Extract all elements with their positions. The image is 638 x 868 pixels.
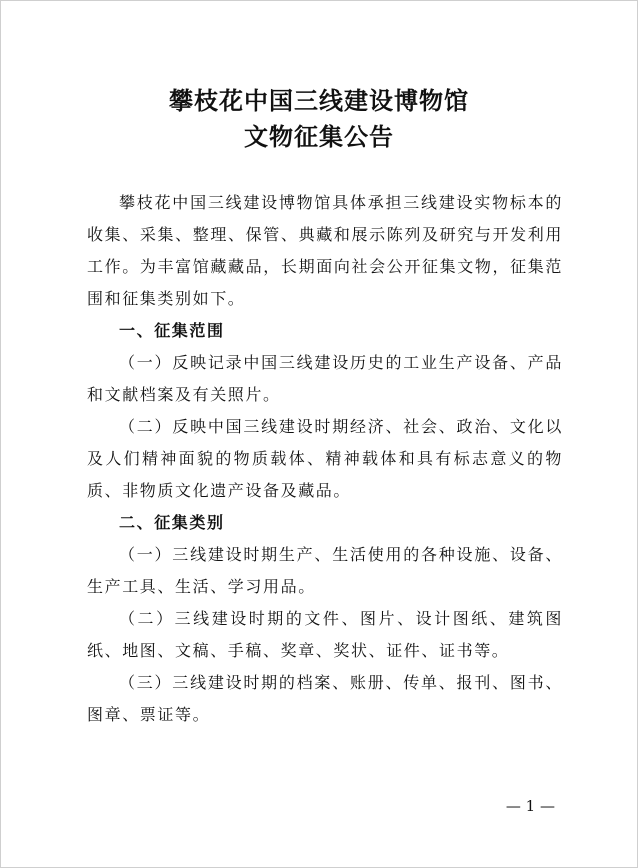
category-item-3: （三）三线建设时期的档案、账册、传单、报刊、图书、图章、票证等。 (87, 673, 563, 724)
document-body (87, 187, 563, 731)
category-item-1: （一）三线建设时期生产、生活使用的各种设施、设备、生产工具、生活、学习用品。 (87, 545, 563, 596)
section-heading-category: 二、征集类别 (119, 513, 225, 532)
intro-paragraph: 攀枝花中国三线建设博物馆具体承担三线建设实物标本的收集、采集、整理、保管、典藏和展示陈列及研究与开发利用工作。为丰富馆藏藏品，长期面向社会公开征集文物，征集范围和征集类别如下。 (87, 193, 563, 308)
scope-item-2: （二）反映中国三线建设时期经济、社会、政治、文化以及人们精神面貌的物质载体、精神载体和具有标志意义的物质、非物质文化遗产设备及藏品。 (87, 417, 563, 500)
title-line-2: 文物征集公告 (244, 122, 394, 151)
category-item-2: （二）三线建设时期的文件、图片、设计图纸、建筑图纸、地图、文稿、手稿、奖章、奖状、证件、证书等。 (87, 609, 563, 660)
scope-item-1: （一）反映记录中国三线建设历史的工业生产设备、产品和文献档案及有关照片。 (87, 353, 563, 404)
page-number: — 1 — (505, 797, 555, 815)
title-line-1: 攀枝花中国三线建设博物馆 (169, 86, 469, 115)
section-heading-scope: 一、征集范围 (119, 321, 225, 340)
